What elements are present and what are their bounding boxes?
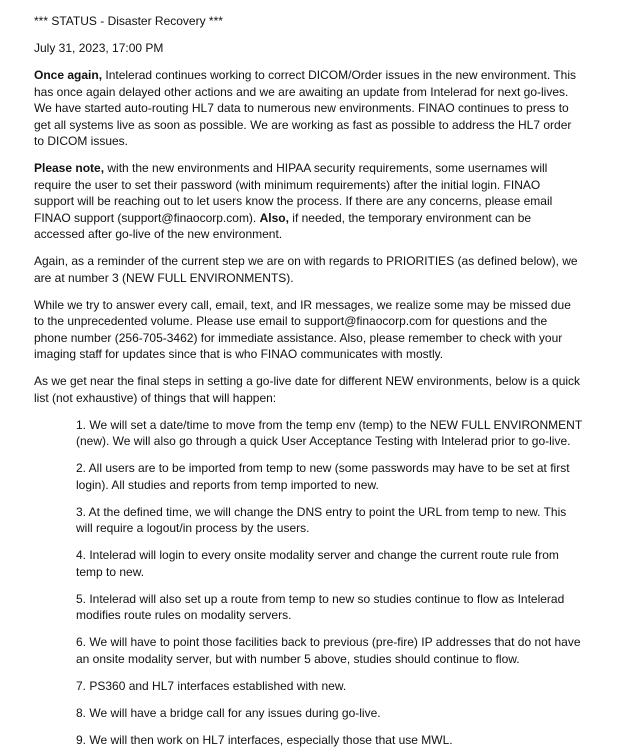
step-item: 8. We will have a bridge call for any issues during go-live. bbox=[76, 705, 582, 722]
step-item: 6. We will have to point those facilities back to previous (pre-fire) IP addresses that do not have an onsite modality server, but with number 5 above, studies should continue to flow. bbox=[76, 634, 582, 667]
paragraph-password-lead: Please note, bbox=[34, 161, 104, 175]
paragraph-password-note bbox=[34, 160, 582, 243]
document-date: July 31, 2023, 17:00 PM bbox=[34, 40, 582, 57]
paragraph-update-text: Intelerad continues working to correct DICOM/Order issues in the new environment. This has once again delayed other actions and we are awaiting an update from Intelerad for next go-lives. We have started auto-routing HL7 data to numerous new environments. FINAO continues to press to get all systems live as soon as possible. We are working as fast as possible to address the HL7 order to DICOM issues. bbox=[34, 68, 576, 148]
paragraph-priorities: Again, as a reminder of the current step we are on with regards to PRIORITIES (as defined below), we are at number 3 (NEW FULL ENVIRONMENTS). bbox=[34, 253, 582, 286]
paragraph-contact: While we try to answer every call, email, text, and IR messages, we realize some may be missed due to the unprecedented volume. Please use email to support@finaocorp.com for questions and the phone number (256-705-3462) for immediate assistance. Also, please remember to check with your imaging staff for updates since that is who FINAO communicates with mostly. bbox=[34, 297, 582, 363]
step-item: 3. At the defined time, we will change the DNS entry to point the URL from temp to new. This will require a logout/in process by the users. bbox=[76, 504, 582, 537]
paragraph-password-text-end: if needed, the temporary environment can be accessed after go-live of the new environment. bbox=[34, 211, 531, 242]
step-item: 7. PS360 and HL7 interfaces established with new. bbox=[76, 678, 582, 695]
step-item: 4. Intelerad will login to every onsite modality server and change the current route rule from temp to new. bbox=[76, 547, 582, 580]
paragraph-password-text: with the new environments and HIPAA security requirements, some usernames will require the user to set their password (with minimum requirements) after the initial login. FINAO support will be reaching out to let users know the process. If there are any concerns, please email FINAO support (support@finaocorp.com). bbox=[34, 161, 552, 225]
step-item: 2. All users are to be imported from temp to new (some passwords may have to be set at first login). All studies and reports from temp imported to new. bbox=[76, 460, 582, 493]
step-item: 9. We will then work on HL7 interfaces, especially those that use MWL. bbox=[76, 732, 582, 748]
step-item: 1. We will set a date/time to move from the temp env (temp) to the NEW FULL ENVIRONMENT (new). We will also go through a quick User Acceptance Testing with Intelerad prior to go-live. bbox=[76, 417, 582, 450]
paragraph-update-lead: Once again, bbox=[34, 68, 102, 82]
paragraph-password-also: Also, bbox=[260, 211, 289, 225]
document-title: *** STATUS - Disaster Recovery *** bbox=[34, 13, 582, 30]
paragraph-steps-intro: As we get near the final steps in setting a go-live date for different NEW environments, below is a quick list (not exhaustive) of things that will happen: bbox=[34, 373, 582, 406]
steps-list bbox=[34, 417, 582, 748]
paragraph-update bbox=[34, 67, 582, 150]
step-item: 5. Intelerad will also set up a route from temp to new so studies continue to flow as Intelerad modifies route rules on modality servers. bbox=[76, 591, 582, 624]
